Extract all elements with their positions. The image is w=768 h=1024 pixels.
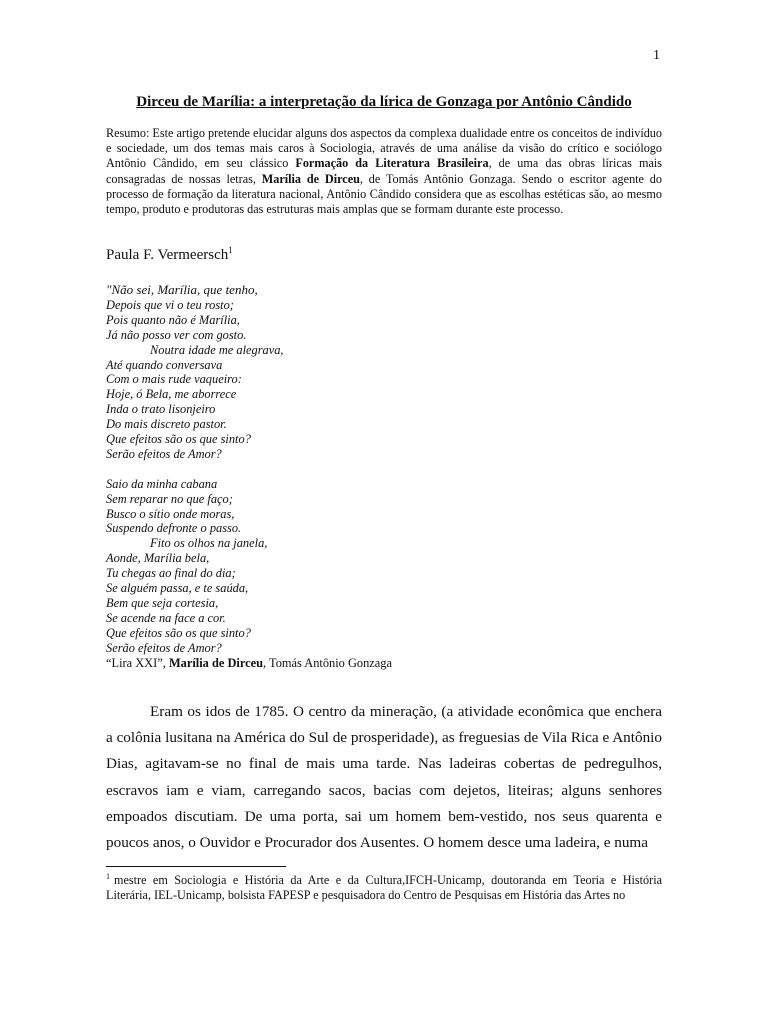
attribution-lira: “Lira XXI”,	[106, 656, 169, 670]
poem-line: Serão efeitos de Amor?	[106, 640, 222, 655]
abstract-book-title: Formação da Literatura Brasileira	[295, 156, 489, 171]
abstract	[106, 126, 662, 217]
abstract-text-1: Resumo: Este artigo pretende elucidar alguns dos aspectos da complexa dualidade entre os conceitos de indivíduo e sociedade, um dos temas mais caros à Sociologia, através de uma análise da visão do crítico e sociólogo Antônio Cândido, em seu clássico	[106, 126, 662, 171]
poem-line: "Não sei, Marília, que tenho,	[106, 282, 258, 297]
author-footnote-ref: 1	[228, 245, 233, 255]
poem-line: Aonde, Marília bela,	[106, 551, 210, 566]
poem-line: Serão efeitos de Amor?	[106, 446, 222, 461]
poem-line: Tu chegas ao final do dia;	[106, 566, 236, 581]
poem-line: Saio da minha cabana	[106, 476, 218, 491]
poem-attribution	[106, 656, 392, 671]
page-number: 1	[653, 48, 660, 63]
poem-line: Com o mais rude vaqueiro:	[106, 372, 242, 387]
poem-line: Se alguém passa, e te saúda,	[106, 581, 249, 596]
attribution-work: Marília de Dirceu	[168, 656, 264, 670]
abstract-work-title: Marília de Dirceu	[261, 171, 360, 186]
author-name: Paula F. Vermeersch	[106, 247, 229, 263]
footnote	[106, 873, 662, 903]
stanza-break	[106, 462, 284, 477]
footnote-marker: 1	[106, 872, 110, 881]
epigraph-poem	[106, 283, 284, 656]
poem-line: Hoje, ó Bela, me aborrece	[106, 387, 237, 402]
poem-line: Até quando conversava	[106, 357, 223, 372]
poem-line: Do mais discreto pastor.	[106, 417, 227, 432]
author-line	[106, 247, 233, 264]
poem-line: Se acende na face a cor.	[106, 610, 226, 625]
poem-line: Inda o trato lisonjeiro	[106, 402, 216, 417]
footnote-divider	[106, 866, 286, 867]
poem-line: Fito os olhos na janela,	[150, 536, 268, 551]
poem-line: Que efeitos são os que sinto?	[106, 432, 251, 447]
poem-line: Depois que vi o teu rosto;	[106, 297, 234, 312]
poem-line: Que efeitos são os que sinto?	[106, 625, 251, 640]
footnote-text: mestre em Sociologia e História da Arte e da Cultura,IFCH-Unicamp, doutoranda em Teoria e História Literária, IEL-Unicamp, bolsista FAPESP e pesquisadora do Centro de Pesquisas em História das Artes no	[106, 873, 662, 903]
abstract-text-3: , de Tomás Antônio Gonzaga. Sendo o escritor agente do processo de formação da literatura nacional, Antônio Cândido considera que as escolhas estéticas são, ao mesmo tempo, produto e produtoras das estruturas mais amplas que se formam durante este processo.	[106, 171, 662, 217]
poem-line: Bem que seja cortesia,	[106, 596, 219, 611]
poem-line: Já não posso ver com gosto.	[106, 327, 247, 342]
poem-line: Pois quanto não é Marília,	[106, 312, 240, 327]
abstract-text-2: , de uma das obras líricas mais consagradas de nossas letras,	[106, 156, 662, 186]
body-paragraph: Eram os idos de 1785. O centro da mineração, (a atividade econômica que enchera a colônia lusitana na América do Sul de prosperidade), as freguesias de Vila Rica e Antônio Dias, agitavam-se no final de mais uma tarde. Nas ladeiras cobertas de pedregulhos, escravos iam e viam, carregando sacos, bacias com dejetos, liteiras; alguns senhores empoados discutiam. De uma porta, sai um homem bem-vestido, nos seus quarenta e poucos anos, o Ouvidor e Procurador dos Ausentes. O homem desce uma ladeira, e numa	[106, 703, 662, 852]
article-title: Dirceu de Marília: a interpretação da lírica de Gonzaga por Antônio Cândido	[136, 94, 632, 110]
poem-line: Noutra idade me alegrava,	[150, 342, 284, 357]
attribution-author: , Tomás Antônio Gonzaga	[263, 656, 393, 670]
poem-line: Suspendo defronte o passo.	[106, 521, 242, 536]
poem-line: Sem reparar no que faço;	[106, 491, 233, 506]
poem-line: Busco o sítio onde moras,	[106, 506, 235, 521]
